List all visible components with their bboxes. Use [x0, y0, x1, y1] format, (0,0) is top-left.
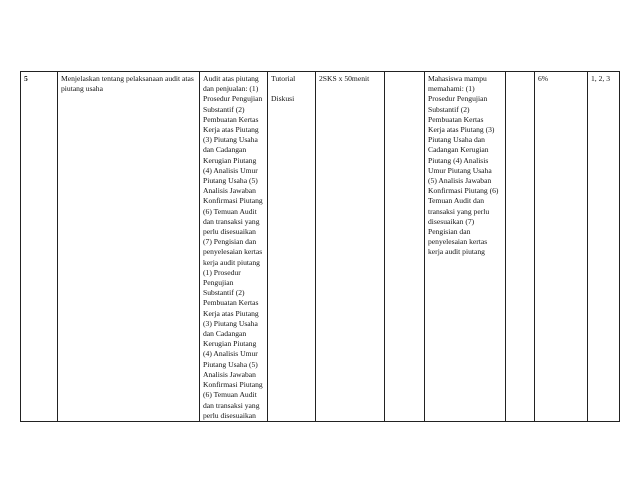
time-allocation-cell: 2SKS x 50menit [316, 72, 385, 422]
document-page [20, 71, 619, 420]
study-material-cell: Audit atas piutang dan penjualan: (1) Prosedur Pengujian Substantif (2) Pembuatan Kertas Kerja atas Piutang (3) Piutang Usaha dan Cadangan Kerugian Piutang (4) Analisis Umur Piutang Usaha (5) Analisis Jawaban Konfirmasi Piutang (6) Temuan Audit dan transaksi yang perlu disesuaikan (7) Pengisian dan penyelesaian kertas kerja audit piutang (1) Prosedur Pengujian Substantif (2) Pembuatan Kertas Kerja atas Piutang (3) Piutang Usaha dan Cadangan Kerugian Piutang (4) Analisis Umur Piutang Usaha (5) Analisis Jawaban Konfirmasi Piutang (6) Temuan Audit dan transaksi yang perlu disesuaikan [200, 72, 268, 422]
assessment-indicator-cell: Mahasiswa mampu memahami: (1) Prosedur Pengujian Substantif (2) Pembuatan Kertas Kerja atas Piutang (3) Piutang Usaha dan Cadangan Kerugian Piutang (4) Analisis Umur Piutang Usaha (5) Analisis Jawaban Konfirmasi Piutang (6) Temuan Audit dan transaksi yang perlu disesuaikan (7) Pengisian dan penyelesaian kertas kerja audit piutang [425, 72, 506, 422]
week-number-cell: 5 [21, 72, 58, 422]
reference-cell: 1, 2, 3 [588, 72, 620, 422]
empty-cell [506, 72, 535, 422]
assessment-weight-cell: 6% [535, 72, 588, 422]
learning-method-cell: Tutorial Diskusi [268, 72, 316, 422]
learning-objective-cell: Menjelaskan tentang pelaksanaan audit atas piutang usaha [58, 72, 200, 422]
table-row [21, 72, 620, 422]
lesson-plan-table [20, 71, 620, 422]
empty-cell [385, 72, 425, 422]
